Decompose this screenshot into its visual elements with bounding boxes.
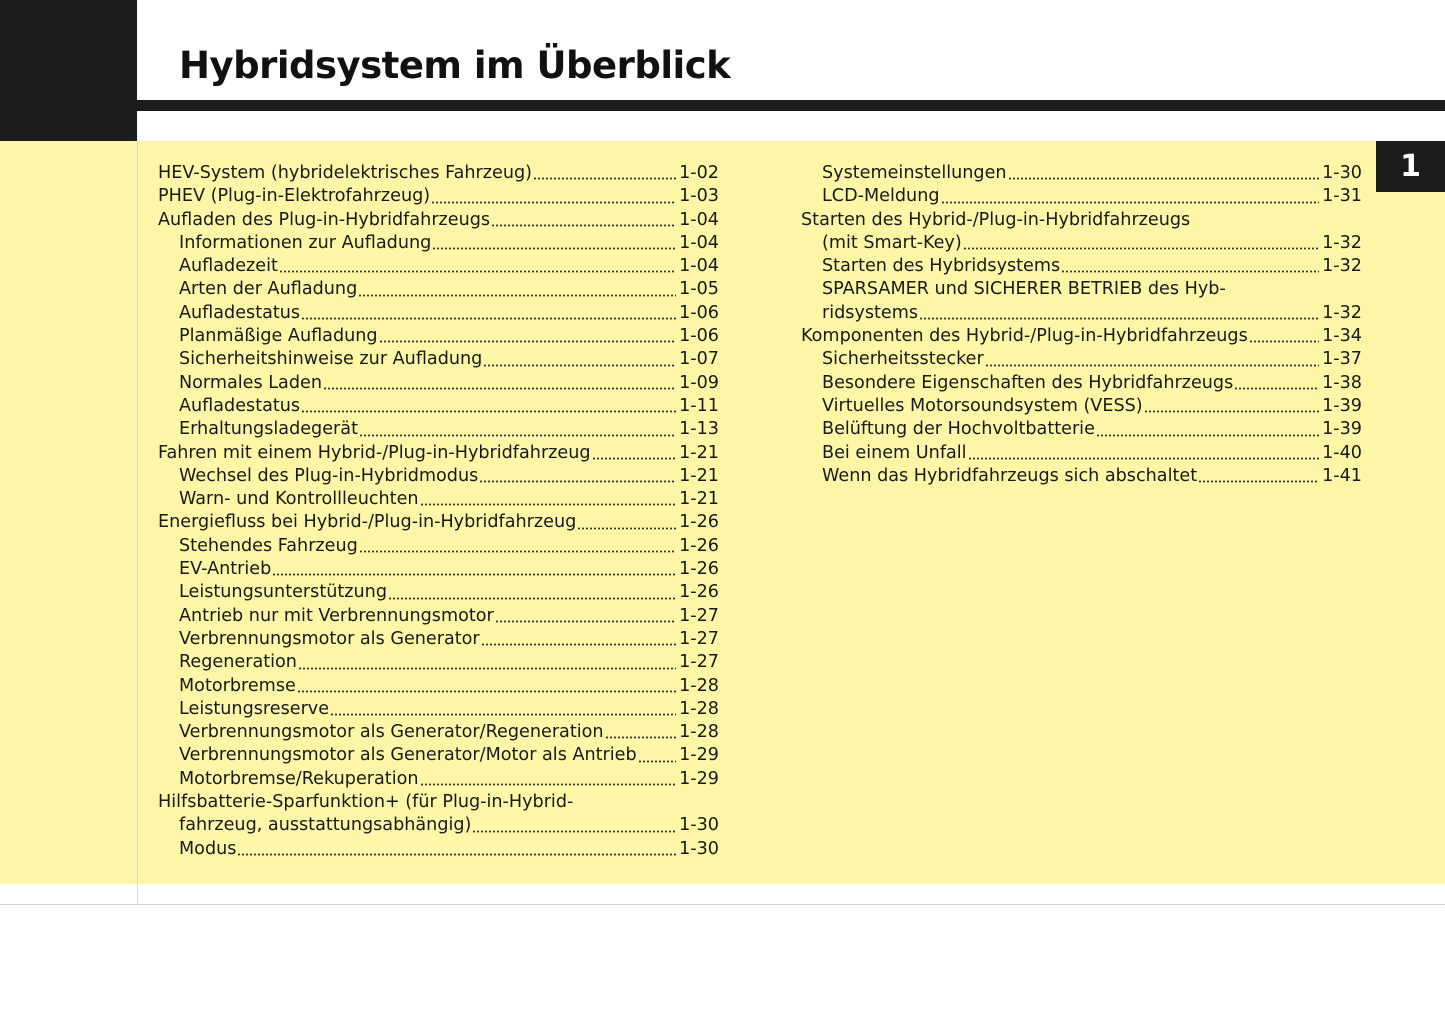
toc-entry-page: 1-28 bbox=[679, 722, 719, 743]
dot-leader bbox=[279, 270, 676, 273]
toc-entry-page: 1-30 bbox=[679, 815, 719, 836]
dot-leader bbox=[359, 550, 676, 553]
toc-entry-title: Verbrennungsmotor als Generator bbox=[179, 628, 480, 649]
toc-entry[interactable] bbox=[158, 348, 719, 371]
toc-entry-title: Informationen zur Aufladung bbox=[179, 232, 432, 253]
toc-entry[interactable] bbox=[158, 675, 719, 698]
dot-leader bbox=[472, 830, 676, 833]
toc-entry[interactable] bbox=[158, 838, 719, 861]
toc-entry-page: 1-32 bbox=[1322, 232, 1362, 253]
toc-entry[interactable] bbox=[158, 511, 719, 534]
toc-entry[interactable] bbox=[158, 814, 719, 837]
toc-entry-title: Stehendes Fahrzeug bbox=[179, 535, 358, 556]
toc-entry[interactable] bbox=[158, 488, 719, 511]
toc-entry-title: Sicherheitsstecker bbox=[822, 349, 984, 370]
dot-leader bbox=[479, 480, 676, 483]
toc-entry-page: 1-32 bbox=[1322, 302, 1362, 323]
dot-leader bbox=[330, 713, 676, 716]
toc-entry-page: 1-04 bbox=[679, 256, 719, 277]
toc-column-right bbox=[801, 162, 1362, 488]
toc-entry[interactable] bbox=[158, 185, 719, 208]
toc-entry-page: 1-21 bbox=[679, 442, 719, 463]
toc-entry-page: 1-09 bbox=[679, 372, 719, 393]
corner-block bbox=[0, 0, 137, 141]
dot-leader bbox=[297, 690, 676, 693]
toc-entry[interactable] bbox=[158, 581, 719, 604]
toc-entry[interactable] bbox=[801, 162, 1362, 185]
dot-leader bbox=[941, 201, 1320, 204]
title-rule bbox=[137, 100, 1445, 111]
toc-entry-page: 1-07 bbox=[679, 349, 719, 370]
dot-leader bbox=[420, 503, 677, 506]
toc-entry-title: Starten des Hybridsystems bbox=[822, 256, 1061, 277]
dot-leader bbox=[483, 364, 676, 367]
toc-column-left bbox=[158, 162, 719, 861]
toc-entry[interactable] bbox=[801, 232, 1362, 255]
toc-entry[interactable] bbox=[801, 465, 1362, 488]
dot-leader bbox=[577, 527, 676, 530]
toc-entry-page: 1-26 bbox=[679, 512, 719, 533]
toc-entry-page: 1-28 bbox=[679, 675, 719, 696]
dot-leader bbox=[968, 457, 1319, 460]
toc-entry-page: 1-06 bbox=[679, 326, 719, 347]
dot-leader bbox=[358, 294, 676, 297]
toc-entry[interactable] bbox=[801, 348, 1362, 371]
toc-entry-page: 1-03 bbox=[679, 186, 719, 207]
toc-entry-title: Warn- und Kontrollleuchten bbox=[179, 489, 419, 510]
toc-entry-page: 1-21 bbox=[679, 465, 719, 486]
toc-entry[interactable] bbox=[158, 162, 719, 185]
toc-entry[interactable] bbox=[158, 255, 719, 278]
toc-entry-title: Energiefluss bei Hybrid-/Plug-in-Hybridfahrzeug bbox=[158, 512, 577, 533]
toc-entry-title: Fahren mit einem Hybrid-/Plug-in-Hybridfahrzeug bbox=[158, 442, 591, 463]
dot-leader bbox=[298, 667, 676, 670]
toc-entry-title: Normales Laden bbox=[179, 372, 322, 393]
toc-entry-title: Aufladestatus bbox=[179, 395, 301, 416]
toc-entry-page: 1-27 bbox=[679, 605, 719, 626]
toc-entry-page: 1-30 bbox=[679, 838, 719, 859]
dot-leader bbox=[301, 410, 676, 413]
dot-leader bbox=[1144, 410, 1319, 413]
toc-entry[interactable] bbox=[158, 698, 719, 721]
toc-entry[interactable] bbox=[158, 651, 719, 674]
toc-entry[interactable] bbox=[158, 418, 719, 441]
toc-entry-title: Starten des Hybrid-/Plug-in-Hybridfahrzeugs bbox=[801, 209, 1191, 230]
toc-entry-title: EV-Antrieb bbox=[179, 559, 272, 580]
dot-leader bbox=[379, 340, 676, 343]
toc-entry-title: Wechsel des Plug-in-Hybridmodus bbox=[179, 465, 479, 486]
toc-entry-page: 1-06 bbox=[679, 302, 719, 323]
toc-entry-title: Komponenten des Hybrid-/Plug-in-Hybridfahrzeugs bbox=[801, 326, 1248, 347]
toc-entry-page: 1-26 bbox=[679, 535, 719, 556]
toc-entry-title: Motorbremse bbox=[179, 675, 296, 696]
toc-entry-title: Erhaltungsladegerät bbox=[179, 419, 358, 440]
toc-entry-title: Leistungsreserve bbox=[179, 698, 330, 719]
toc-entry-title: Belüftung der Hochvoltbatterie bbox=[822, 419, 1095, 440]
toc-entry-page: 1-39 bbox=[1322, 419, 1362, 440]
toc-entry-title: Sicherheitshinweise zur Aufladung bbox=[179, 349, 483, 370]
toc-entry-page: 1-30 bbox=[1322, 163, 1362, 183]
toc-entry[interactable] bbox=[158, 605, 719, 628]
toc-entry-title: SPARSAMER und SICHERER BETRIEB des Hyb- bbox=[822, 279, 1226, 300]
toc-entry[interactable] bbox=[801, 209, 1362, 232]
toc-entry-title: Besondere Eigenschaften des Hybridfahrzeugs bbox=[822, 372, 1234, 393]
dot-leader bbox=[533, 177, 676, 180]
toc-entry-title: Modus bbox=[179, 838, 237, 859]
dot-leader bbox=[1249, 340, 1319, 343]
toc-entry-title: Aufladen des Plug-in-Hybridfahrzeugs bbox=[158, 209, 491, 230]
toc-entry-page: 1-04 bbox=[679, 209, 719, 230]
dot-leader bbox=[432, 247, 676, 250]
toc-entry-title: fahrzeug, ausstattungsabhängig) bbox=[179, 815, 472, 836]
toc-entry-page: 1-28 bbox=[679, 698, 719, 719]
toc-entry[interactable] bbox=[801, 185, 1362, 208]
toc-entry-title: Antrieb nur mit Verbrennungsmotor bbox=[179, 605, 494, 626]
dot-leader bbox=[272, 573, 676, 576]
toc-entry-page: 1-04 bbox=[679, 232, 719, 253]
dot-leader bbox=[431, 201, 676, 204]
dot-leader bbox=[323, 387, 676, 390]
toc-entry-page: 1-38 bbox=[1322, 372, 1362, 393]
dot-leader bbox=[301, 317, 676, 320]
toc-entry[interactable] bbox=[801, 442, 1362, 465]
dot-leader bbox=[237, 853, 676, 856]
toc-entry-title: Motorbremse/Rekuperation bbox=[179, 768, 419, 789]
toc-entry[interactable] bbox=[158, 744, 719, 767]
chapter-tab: 1 bbox=[1376, 141, 1445, 192]
bottom-divider bbox=[0, 904, 1445, 905]
toc-entry[interactable] bbox=[801, 325, 1362, 348]
toc-entry-page: 1-41 bbox=[1322, 465, 1362, 486]
toc-entry-title: Hilfsbatterie-Sparfunktion+ (für Plug-in-Hybrid- bbox=[158, 792, 574, 813]
dot-leader bbox=[1008, 177, 1319, 180]
toc-entry[interactable] bbox=[158, 372, 719, 395]
toc-entry-title: Wenn das Hybridfahrzeugs sich abschaltet bbox=[822, 465, 1198, 486]
toc-entry-title: PHEV (Plug-in-Elektrofahrzeug) bbox=[158, 186, 431, 207]
toc-entry[interactable] bbox=[158, 768, 719, 791]
toc-entry[interactable] bbox=[158, 465, 719, 488]
dot-leader bbox=[359, 434, 676, 437]
toc-entry-page: 1-29 bbox=[679, 745, 719, 766]
toc-entry-title: Verbrennungsmotor als Generator/Motor als Antrieb bbox=[179, 745, 637, 766]
toc-entry-title: ridsystems bbox=[822, 302, 919, 323]
toc-entry[interactable] bbox=[158, 558, 719, 581]
dot-leader bbox=[420, 783, 677, 786]
dot-leader bbox=[592, 457, 677, 460]
toc-entry[interactable] bbox=[158, 209, 719, 232]
toc-entry-page: 1-34 bbox=[1322, 326, 1362, 347]
dot-leader bbox=[1234, 387, 1319, 390]
toc-entry-page: 1-39 bbox=[1322, 395, 1362, 416]
dot-leader bbox=[495, 620, 676, 623]
toc-entry[interactable] bbox=[158, 325, 719, 348]
toc-entry[interactable] bbox=[801, 418, 1362, 441]
toc-entry[interactable] bbox=[801, 278, 1362, 301]
toc-entry-page: 1-32 bbox=[1322, 256, 1362, 277]
toc-entry-page: 1-27 bbox=[679, 652, 719, 673]
margin-divider bbox=[137, 141, 138, 905]
toc-entry[interactable] bbox=[158, 442, 719, 465]
dot-leader bbox=[638, 760, 676, 763]
toc-entry[interactable] bbox=[158, 395, 719, 418]
toc-entry-page: 1-40 bbox=[1322, 442, 1362, 463]
toc-entry-title: LCD-Meldung bbox=[822, 186, 940, 207]
toc-entry-title: Verbrennungsmotor als Generator/Regeneration bbox=[179, 722, 604, 743]
toc-entry-title: Aufladezeit bbox=[179, 256, 278, 277]
toc-entry[interactable] bbox=[158, 278, 719, 301]
toc-entry-title: HEV-System (hybridelektrisches Fahrzeug) bbox=[158, 163, 533, 183]
toc-entry[interactable] bbox=[158, 721, 719, 744]
toc-entry-page: 1-11 bbox=[679, 395, 719, 416]
toc-entry-title: Virtuelles Motorsoundsystem (VESS) bbox=[822, 395, 1143, 416]
dot-leader bbox=[919, 317, 1319, 320]
dot-leader bbox=[1198, 480, 1319, 483]
toc-entry[interactable] bbox=[158, 628, 719, 651]
dot-leader bbox=[388, 597, 676, 600]
toc-entry-page: 1-27 bbox=[679, 628, 719, 649]
dot-leader bbox=[1096, 434, 1319, 437]
toc-entry-title: Aufladestatus bbox=[179, 302, 301, 323]
toc-entry-page: 1-37 bbox=[1322, 349, 1362, 370]
toc-entry-page: 1-21 bbox=[679, 489, 719, 510]
toc-entry-page: 1-29 bbox=[679, 768, 719, 789]
toc-entry[interactable] bbox=[158, 535, 719, 558]
dot-leader bbox=[481, 643, 676, 646]
toc-entry-page: 1-26 bbox=[679, 582, 719, 603]
toc-entry[interactable] bbox=[158, 302, 719, 325]
toc-entry-title: Planmäßige Aufladung bbox=[179, 326, 378, 347]
toc-entry-title: Systemeinstellungen bbox=[822, 163, 1007, 183]
toc-entry-page: 1-02 bbox=[679, 163, 719, 183]
toc-entry[interactable] bbox=[801, 372, 1362, 395]
toc-entry-page: 1-31 bbox=[1322, 186, 1362, 207]
toc-entry[interactable] bbox=[158, 232, 719, 255]
toc-entry-title: Leistungsunterstützung bbox=[179, 582, 387, 603]
toc-entry-page: 1-13 bbox=[679, 419, 719, 440]
toc-entry[interactable] bbox=[158, 791, 719, 814]
toc-entry[interactable] bbox=[801, 395, 1362, 418]
dot-leader bbox=[1061, 270, 1319, 273]
toc-entry-title: Regeneration bbox=[179, 652, 297, 673]
toc-entry-title: Bei einem Unfall bbox=[822, 442, 967, 463]
dot-leader bbox=[605, 736, 677, 739]
dot-leader bbox=[963, 247, 1319, 250]
toc-entry-title: (mit Smart-Key) bbox=[822, 232, 962, 253]
page-title: Hybridsystem im Überblick bbox=[179, 44, 731, 87]
toc-entry-page: 1-26 bbox=[679, 559, 719, 580]
dot-leader bbox=[985, 364, 1319, 367]
toc-entry[interactable] bbox=[801, 255, 1362, 278]
toc-entry-page: 1-05 bbox=[679, 279, 719, 300]
dot-leader bbox=[491, 224, 676, 227]
toc-entry[interactable] bbox=[801, 302, 1362, 325]
toc-entry-title: Arten der Aufladung bbox=[179, 279, 358, 300]
